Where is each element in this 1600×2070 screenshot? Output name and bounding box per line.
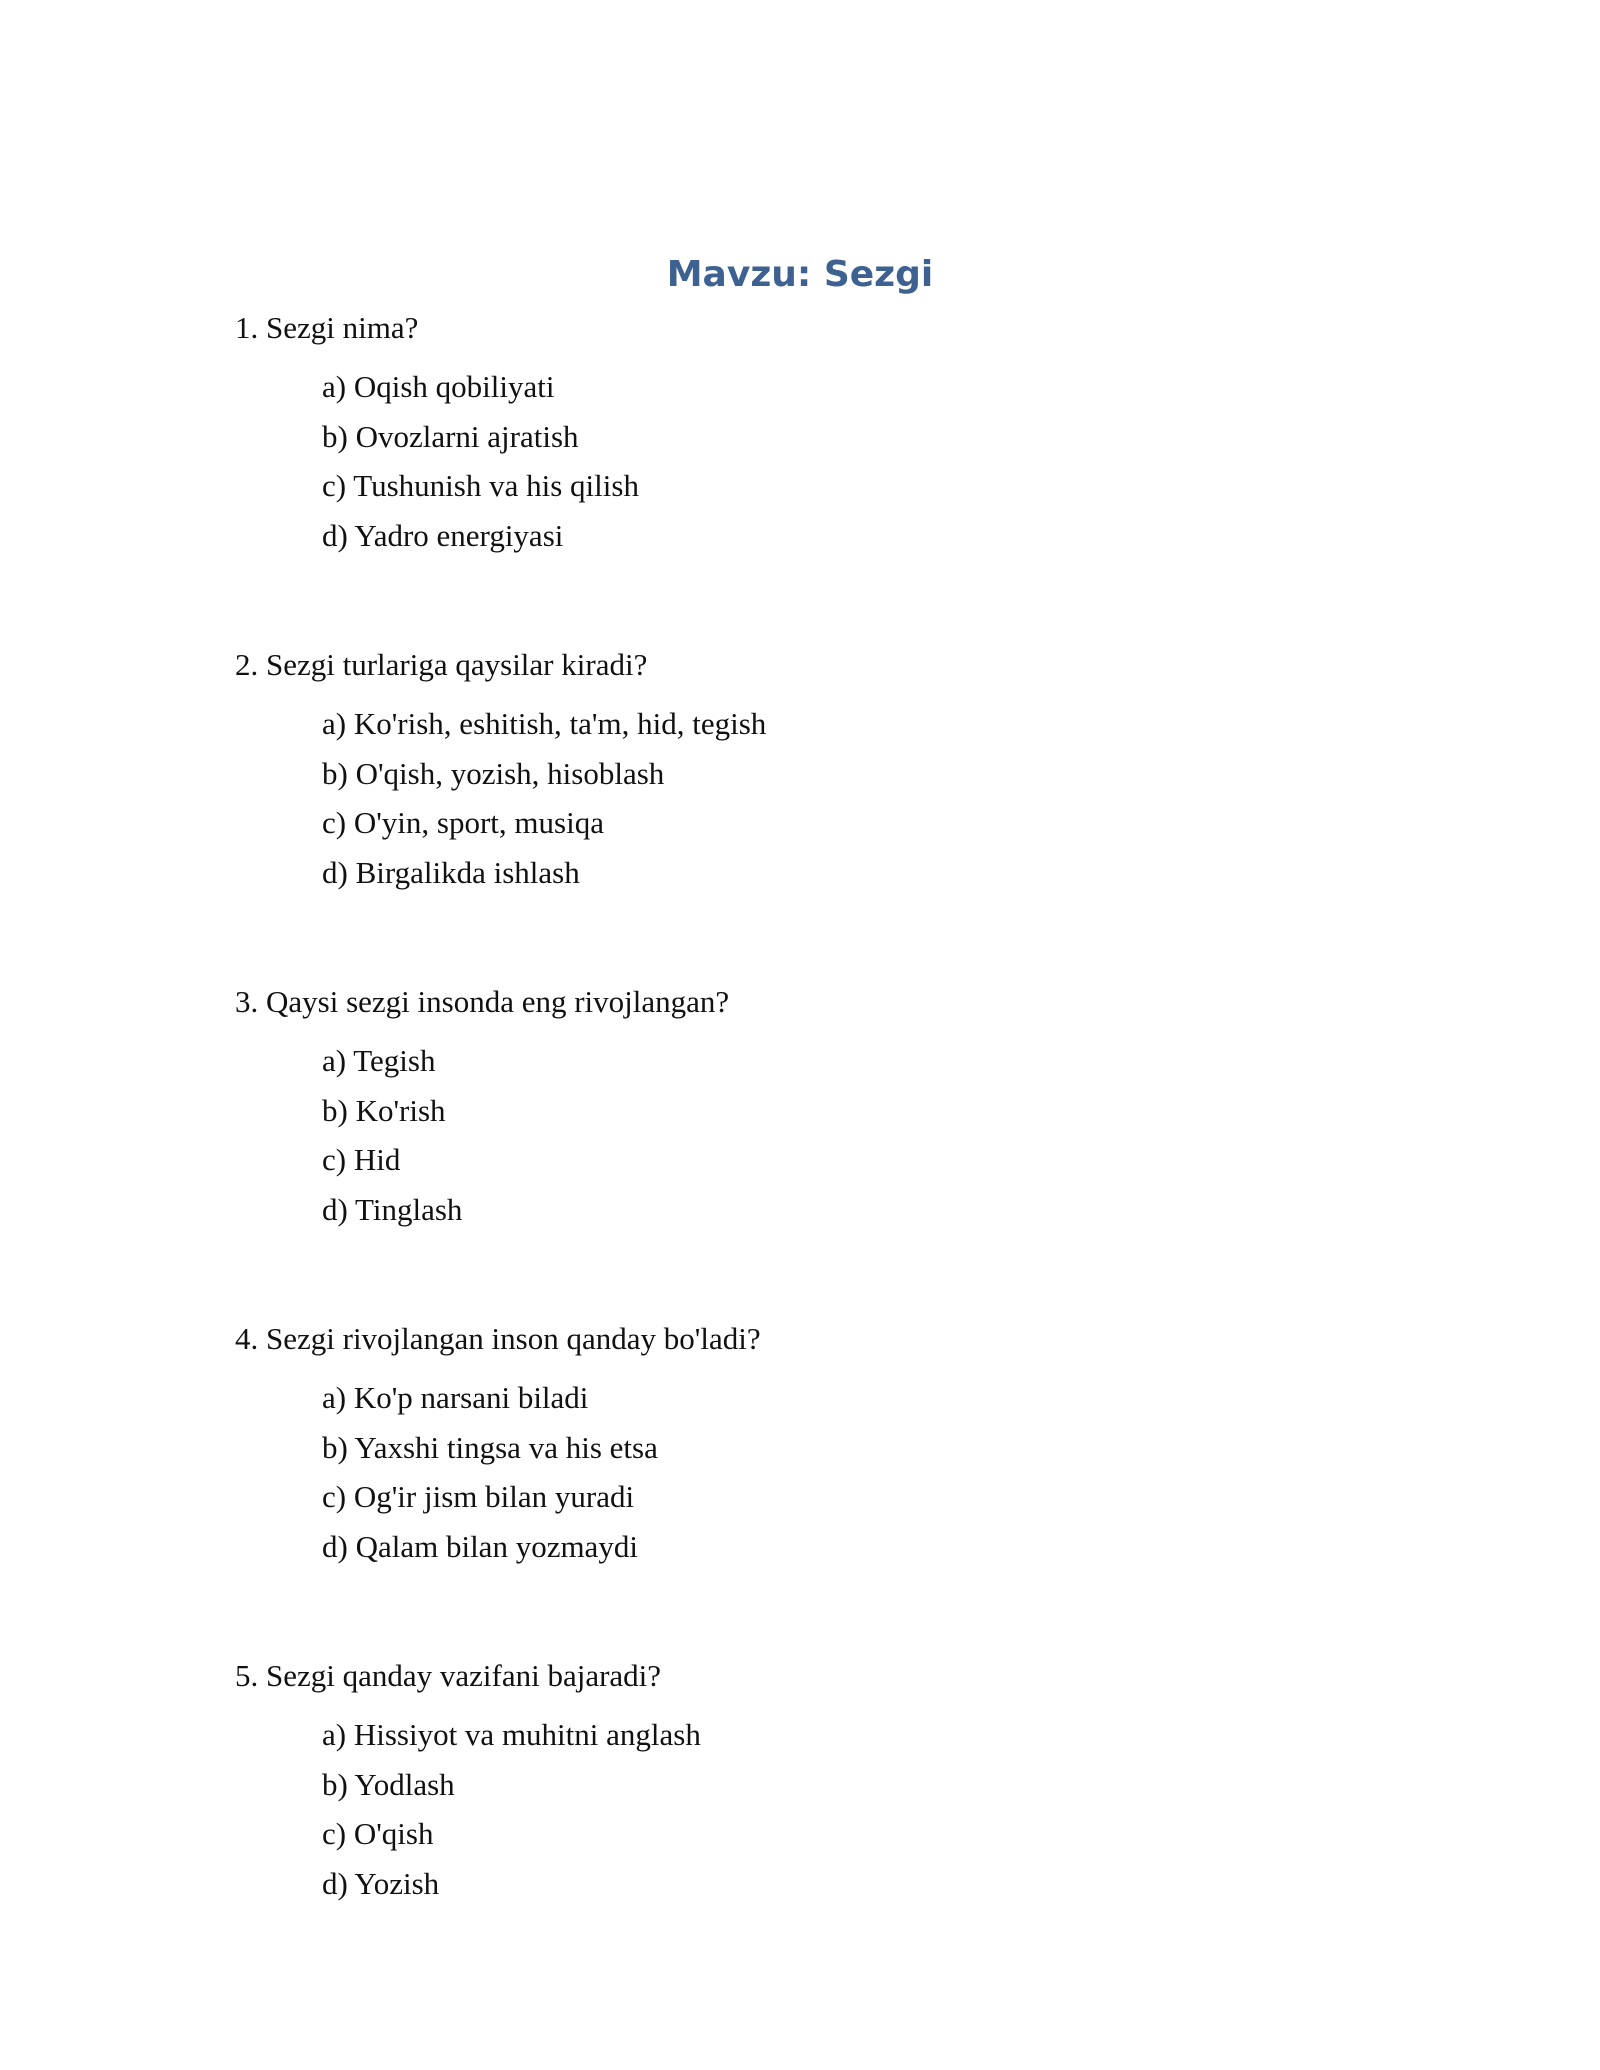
option-list — [235, 1036, 1435, 1234]
option-a: a) Ko'rish, eshitish, ta'm, hid, tegish — [322, 706, 767, 741]
option-a: a) Oqish qobiliyati — [322, 369, 555, 404]
question-text: 5. Sezgi qanday vazifani bajaradi? — [235, 1658, 662, 1693]
option-list — [235, 1710, 1435, 1908]
option-a: a) Hissiyot va muhitni anglash — [322, 1717, 701, 1752]
option-c: c) O'qish — [322, 1816, 434, 1851]
option-b: b) Yodlash — [322, 1766, 455, 1802]
option-d: d) Birgalikda ishlash — [322, 854, 580, 890]
option-d: d) Qalam bilan yozmaydi — [322, 1528, 638, 1564]
question-text: 2. Sezgi turlariga qaysilar kiradi? — [235, 647, 648, 682]
question-text: 3. Qaysi sezgi insonda eng rivojlangan? — [235, 984, 730, 1019]
question-3 — [235, 980, 1435, 1234]
option-a: a) Ko'p narsani biladi — [322, 1380, 589, 1415]
option-b: b) Ko'rish — [322, 1092, 446, 1128]
option-b: b) Ovozlarni ajratish — [322, 418, 579, 454]
quiz-list — [235, 306, 1435, 1991]
option-c: c) Hid — [322, 1142, 401, 1177]
question-text: 1. Sezgi nima? — [235, 310, 419, 345]
question-4 — [235, 1317, 1435, 1571]
option-d: d) Tinglash — [322, 1191, 463, 1227]
option-list — [235, 362, 1435, 560]
option-c: c) O'yin, sport, musiqa — [322, 805, 604, 840]
option-c: c) Tushunish va his qilish — [322, 468, 639, 503]
option-d: d) Yadro energiyasi — [322, 517, 564, 553]
option-b: b) O'qish, yozish, hisoblash — [322, 755, 665, 791]
option-a: a) Tegish — [322, 1043, 436, 1078]
option-d: d) Yozish — [322, 1865, 440, 1901]
option-b: b) Yaxshi tingsa va his etsa — [322, 1429, 658, 1465]
question-text: 4. Sezgi rivojlangan inson qanday bo'ladi? — [235, 1321, 761, 1356]
option-c: c) Og'ir jism bilan yuradi — [322, 1479, 635, 1514]
question-5 — [235, 1654, 1435, 1908]
option-list — [235, 699, 1435, 897]
option-list — [235, 1373, 1435, 1571]
question-1 — [235, 306, 1435, 560]
question-2 — [235, 643, 1435, 897]
page-title: Mavzu: Sezgi — [666, 254, 934, 295]
